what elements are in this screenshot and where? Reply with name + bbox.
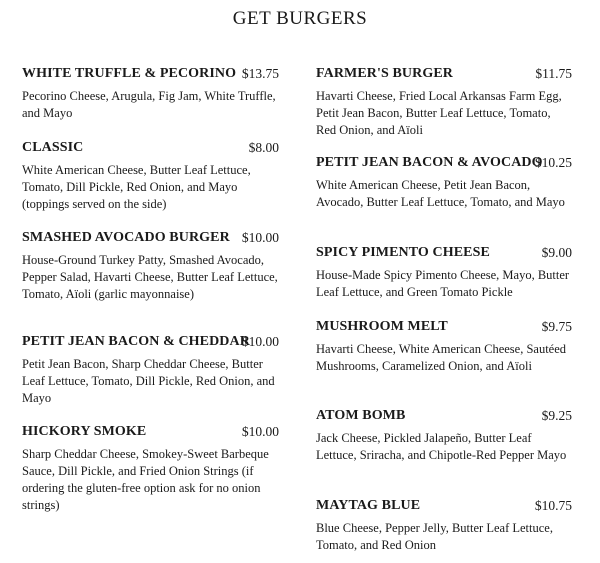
menu-item	[22, 334, 279, 407]
menu-item	[22, 424, 279, 514]
item-description: Havarti Cheese, Fried Local Arkansas Farm Egg, Petit Jean Bacon, Butter Leaf Lettuce, Tomato, Red Onion, and Aïoli	[316, 89, 562, 137]
menu-item	[316, 408, 572, 464]
item-price: $13.75	[241, 66, 279, 81]
item-name: FARMER'S BURGER	[316, 66, 453, 81]
item-description: Sharp Cheddar Cheese, Smokey-Sweet Barbeque Sauce, Dill Pickle, and Fried Onion Strings (if ordering the gluten-free option ask for no onion strings)	[22, 447, 269, 512]
item-name: SPICY PIMENTO CHEESE	[316, 245, 490, 260]
menu-item	[22, 140, 279, 213]
item-description: White American Cheese, Petit Jean Bacon, Avocado, Butter Leaf Lettuce, Tomato, and Mayo	[316, 178, 565, 209]
item-description: House-Ground Turkey Patty, Smashed Avocado, Pepper Salad, Havarti Cheese, Butter Leaf Lettuce, Tomato, Aïoli (garlic mayonnaise)	[22, 253, 278, 301]
item-name: SMASHED AVOCADO BURGER	[22, 230, 230, 245]
item-description: Jack Cheese, Pickled Jalapeño, Butter Leaf Lettuce, Sriracha, and Chipotle-Red Pepper Mayo	[316, 431, 567, 462]
menu-item	[316, 245, 572, 301]
item-name: PETIT JEAN BACON & AVOCADO	[316, 155, 543, 170]
item-description: Petit Jean Bacon, Sharp Cheddar Cheese, Butter Leaf Lettuce, Tomato, Dill Pickle, Red Onion, and Mayo	[22, 357, 275, 405]
menu-item	[316, 66, 572, 139]
menu-title: GET BURGERS	[232, 8, 368, 29]
item-description: Blue Cheese, Pepper Jelly, Butter Leaf Lettuce, Tomato, and Red Onion	[316, 521, 553, 552]
item-price: $9.25	[541, 408, 572, 423]
item-price: $9.00	[541, 245, 572, 260]
item-name: MUSHROOM MELT	[316, 319, 448, 334]
item-price: $10.75	[534, 498, 572, 513]
item-name: HICKORY SMOKE	[22, 424, 147, 439]
menu-item	[316, 498, 572, 554]
item-description: House-Made Spicy Pimento Cheese, Mayo, Butter Leaf Lettuce, and Green Tomato Pickle	[316, 268, 570, 299]
item-price: $11.75	[535, 66, 572, 81]
item-name: CLASSIC	[22, 140, 84, 155]
item-description: Pecorino Cheese, Arugula, Fig Jam, White Truffle, and Mayo	[22, 89, 276, 120]
menu-item	[316, 155, 572, 211]
item-price: $10.00	[241, 334, 279, 349]
item-price: $10.00	[241, 230, 279, 245]
item-name: PETIT JEAN BACON & CHEDDAR	[22, 334, 250, 349]
menu-item	[22, 230, 279, 303]
item-price: $9.75	[541, 319, 572, 334]
item-name: MAYTAG BLUE	[316, 498, 421, 513]
item-price: $8.00	[248, 140, 279, 155]
item-description: Havarti Cheese, White American Cheese, Sautéed Mushrooms, Caramelized Onion, and Aïoli	[316, 342, 567, 373]
item-description: White American Cheese, Butter Leaf Lettuce, Tomato, Dill Pickle, Red Onion, and Mayo (toppings served on the side)	[22, 163, 251, 211]
item-price: $10.00	[241, 424, 279, 439]
menu-item	[22, 66, 279, 122]
item-name: ATOM BOMB	[316, 408, 406, 423]
item-price: $10.25	[534, 155, 572, 170]
menu-item	[316, 319, 572, 375]
item-name: WHITE TRUFFLE & PECORINO	[22, 66, 237, 81]
